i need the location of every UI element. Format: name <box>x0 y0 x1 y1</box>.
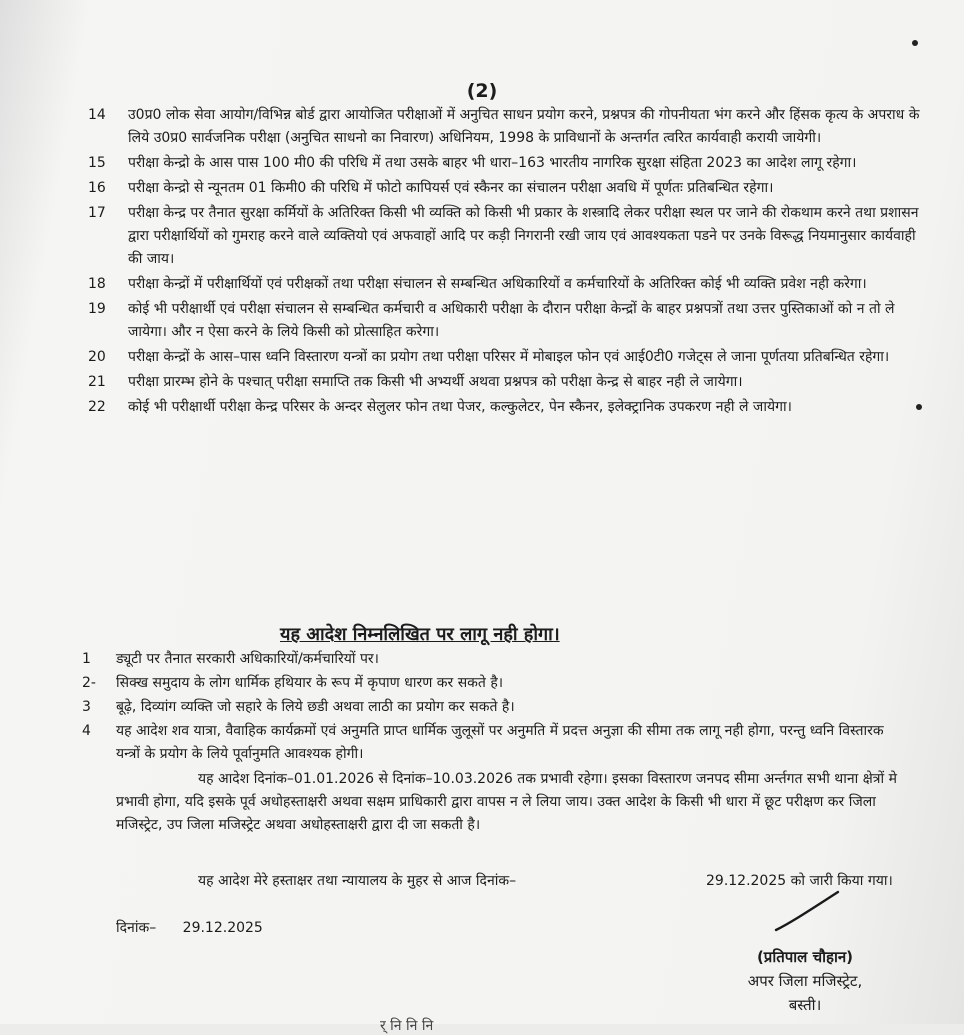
item-text: परीक्षा केन्द्रों के आस–पास ध्वनि विस्तारण यन्त्रों का प्रयोग तथा परीक्षा परिसर में मोबाइल फोन एवं आई0टी0 गजेट्स ले जाना पूर्णतया प्रतिबन्धित रहेगा। <box>128 349 890 365</box>
item-text: परीक्षा केन्द्रो से न्यूनतम 01 किमी0 की परिधि में फोटो कापियर्स एवं स्कैनर का संचालन परीक्षा अवधि में पूर्णतः प्रतिबन्धित रहेगा। <box>128 180 774 196</box>
exemption-item <box>82 672 912 695</box>
order-item-14 <box>82 104 922 150</box>
order-item-22 <box>82 396 922 419</box>
date-value: 29.12.2025 <box>182 920 263 936</box>
order-item-16 <box>82 177 922 200</box>
cut-off-text: र् नि नि नि <box>380 1018 434 1034</box>
item-number: 18 <box>88 276 106 292</box>
exemption-number: 4 <box>82 723 91 739</box>
order-item-18 <box>82 273 922 296</box>
page-number: (2) <box>466 80 498 102</box>
order-item-15 <box>82 152 922 175</box>
exemption-number: 3 <box>82 699 91 715</box>
exemption-number: 1 <box>82 651 91 667</box>
item-text: परीक्षा प्रारम्भ होने के पश्चात् परीक्षा समाप्ति तक किसी भी अभ्यर्थी अथवा प्रश्नपत्र को परीक्षा केन्द्र से बाहर नही ले जायेगा। <box>128 374 743 390</box>
exemption-item <box>82 696 912 719</box>
exemption-item <box>82 648 912 671</box>
validity-paragraph: यह आदेश दिनांक–01.01.2026 से दिनांक–10.03.2026 तक प्रभावी रहेगा। इसका विस्तारण जनपद सीमा अर्न्तगत सभी थाना क्षेत्रों मे प्रभावी होगा, यदि इसके पूर्व अधोहस्ताक्षरी अथवा सक्षम प्राधिकारी द्वारा वापस न ले लिया जाय। उक्त आदेश के किसी भी धारा में छूट परीक्षण कर जिला मजिस्ट्रेट, उप जिला मजिस्ट्रेट अथवा अधोहस्ताक्षरी द्वारा दी जा सकती है। <box>116 771 897 833</box>
item-text: कोई भी परीक्षार्थी एवं परीक्षा संचालन से सम्बन्धित कर्मचारी व अधिकारी परीक्षा के दौरान परीक्षा केन्द्रों के बाहर प्रश्नपत्रों तथा उत्तर पुस्तिकाओं को न तो ले जायेगा। और न ऐसा करने के लिये किसी को प्रोत्साहित करेगा। <box>128 301 895 340</box>
item-number: 19 <box>88 301 106 317</box>
exemption-heading: यह आदेश निम्नलिखित पर लागू नही होगा। <box>280 624 560 645</box>
dated-line <box>116 918 263 937</box>
item-text: उ0प्र0 लोक सेवा आयोग/विभिन्न बोर्ड द्वारा आयोजित परीक्षाओं में अनुचित साधन प्रयोग करने, प्रश्नपत्र की गोपनीयता भंग करने और हिंसक कृत्य के अपराध के लिये उ0प्र0 सार्वजनिक परीक्षा (अनुचित साधनो का निवारण) अधिनियम, 1998 के प्राविधानों के अन्तर्गत त्वरित कार्यवाही करायी जायेगी। <box>128 107 920 146</box>
exemption-item <box>82 720 912 766</box>
signature-block <box>700 945 910 1017</box>
exemption-text: सिक्ख समुदाय के लोग धार्मिक हथियार के रूप में कृपाण धारण कर सकते है। <box>116 675 504 691</box>
order-items <box>82 104 922 421</box>
item-number: 14 <box>88 107 106 123</box>
order-item-21 <box>82 371 922 394</box>
scan-speck <box>912 40 918 46</box>
item-number: 16 <box>88 180 106 196</box>
issue-text-end: को जारी किया गया। <box>790 873 893 889</box>
officer-name: (प्रतिपाल चौहान) <box>756 948 854 966</box>
exemption-number: 2- <box>82 675 96 691</box>
exemption-text: यह आदेश शव यात्रा, वैवाहिक कार्यक्रमों एवं अनुमति प्राप्त धार्मिक जुलूसों पर अनुमति में प्रदत्त अनुज्ञा की सीमा तक लागू नही होगा, परन्तु ध्वनि विस्तारक यन्त्रों के प्रयोग के लिये पूर्वानुमति आवश्यक होगी। <box>116 723 884 762</box>
order-item-19 <box>82 298 922 344</box>
exemption-list <box>82 648 912 767</box>
exemption-text: ड्यूटी पर तैनात सरकारी अधिकारियों/कर्मचारियों पर। <box>116 651 379 667</box>
exemption-text: बूढ़े, दिव्यांग व्यक्ति जो सहारे के लिये छडी अथवा लाठी का प्रयोग कर सकते है। <box>116 699 515 715</box>
issue-text-start: यह आदेश मेरे हस्ताक्षर तथा न्यायालय के मुहर से आज दिनांक– <box>198 873 517 889</box>
item-text: परीक्षा केन्द्रो के आस पास 100 मी0 की परिधि में तथा उसके बाहर भी धारा–163 भारतीय नागरिक सुरक्षा संहिता 2023 का आदेश लागू रहेगा। <box>128 155 857 171</box>
item-number: 15 <box>88 155 106 171</box>
item-number: 17 <box>88 205 106 221</box>
item-number: 21 <box>88 374 106 390</box>
officer-district: बस्ती। <box>788 996 822 1014</box>
officer-designation: अपर जिला मजिस्ट्रेट, <box>747 972 863 990</box>
item-number: 20 <box>88 349 106 365</box>
order-item-20 <box>82 346 922 369</box>
item-text: परीक्षा केन्द्रों में परीक्षार्थियों एवं परीक्षकों तथा परीक्षा संचालन से सम्बन्धित अधिकारियों व कर्मचारियों के अतिरिक्त कोई भी व्यक्ति प्रवेश नही करेगा। <box>128 276 867 292</box>
signature-stroke <box>772 888 842 934</box>
item-number: 22 <box>88 399 106 415</box>
issue-date-value: 29.12.2025 <box>706 873 787 889</box>
item-text: कोई भी परीक्षार्थी परीक्षा केन्द्र परिसर के अन्दर सेलुलर फोन तथा पेजर, कल्कुलेटर, पेन स्कैनर, इलेक्ट्रानिक उपकरण नही ले जायेगा। <box>128 399 792 415</box>
date-label: दिनांक– <box>116 920 157 936</box>
item-text: परीक्षा केन्द्र पर तैनात सुरक्षा कर्मियों के अतिरिक्त किसी भी व्यक्ति को किसी भी प्रकार के शस्त्रादि लेकर परीक्षा स्थल पर जाने की रोकथाम करने तथा प्रशासन द्वारा परीक्षार्थियों को गुमराह करने वाले व्यक्तियो एवं अफवाहों आदि पर कड़ी निगरानी रखी जाय एवं आवश्यकता पडने पर उनके विरूद्ध नियमानुसार कार्यवाही की जाय। <box>128 205 919 267</box>
order-item-17 <box>82 202 922 271</box>
